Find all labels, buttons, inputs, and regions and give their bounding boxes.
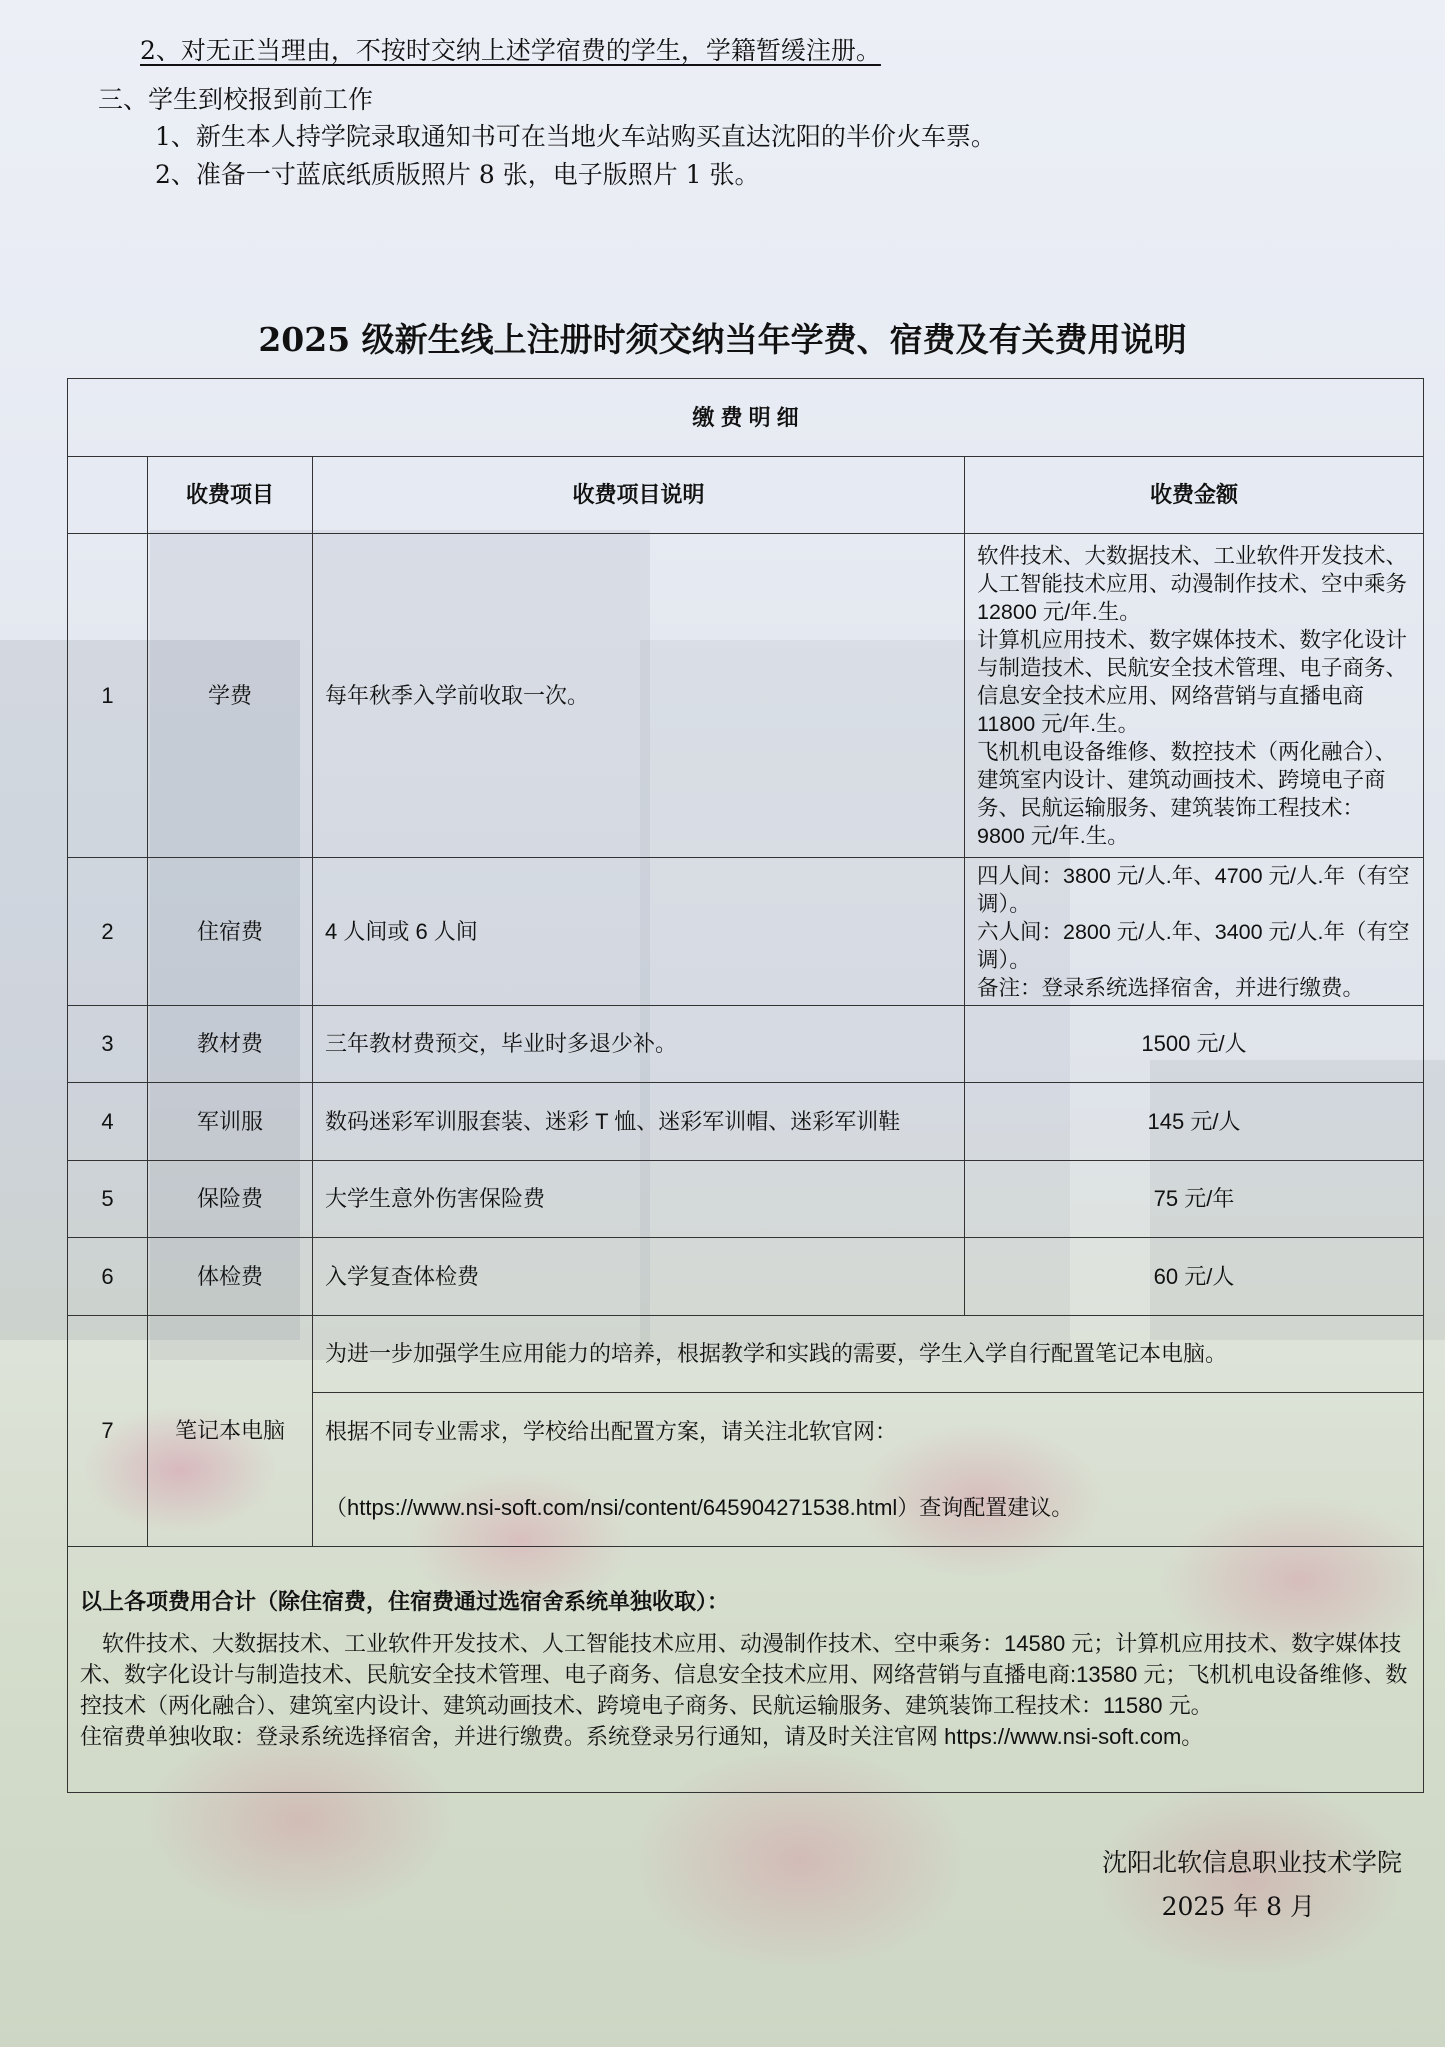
table-row-textbooks — [68, 1006, 1424, 1083]
header-amount: 收费金额 — [965, 457, 1424, 534]
table-row-uniform — [68, 1083, 1424, 1161]
summary-title: 以上各项费用合计（除住宿费，住宿费通过选宿舍系统单独收取）： — [80, 1588, 730, 1614]
row-item: 保险费 — [148, 1161, 313, 1238]
document-title: 2025 级新生线上注册时须交纳当年学费、宿费及有关费用说明 — [258, 320, 1187, 359]
section3-heading: 三、学生到校报到前工作 — [98, 85, 374, 114]
laptop-requirement: 为进一步加强学生应用能力的培养，根据教学和实践的需要，学生入学自行配置笔记本电脑。 — [313, 1316, 1424, 1393]
row-amount: 1500 元/人 — [965, 1006, 1424, 1083]
row-amount — [965, 858, 1424, 1006]
row-no: 3 — [68, 1006, 148, 1083]
section3-item-2: 2、准备一寸蓝底纸质版照片 8 张，电子版照片 1 张。 — [155, 160, 760, 189]
summary-note: 住宿费单独收取：登录系统选择宿舍，并进行缴费。系统登录另行通知，请及时关注官网 https://www.nsi-soft.com。 — [80, 1723, 1204, 1749]
signature-date: 2025 年 8 月 — [1161, 1892, 1315, 1921]
tuition-amount-group-3: 飞机机电设备维修、数控技术（两化融合）、建筑室内设计、建筑动画技术、跨境电子商务、民航运输服务、建筑装饰工程技术：9800 元/年.生。 — [977, 739, 1397, 848]
tuition-amount-group-2: 计算机应用技术、数字媒体技术、数字化设计与制造技术、民航安全技术管理、电子商务、信息安全技术应用、网络营销与直播电商 11800 元/年.生。 — [977, 627, 1408, 736]
laptop-config-link[interactable]: （https://www.nsi-soft.com/nsi/content/645904271538.html）查询配置建议。 — [325, 1495, 1074, 1520]
laptop-config-text: 根据不同专业需求，学校给出配置方案，请关注北软官网： — [325, 1419, 898, 1444]
row-amount: 75 元/年 — [965, 1161, 1424, 1238]
row-desc: 4 人间或 6 人间 — [313, 858, 965, 1006]
tuition-amount-group-1: 软件技术、大数据技术、工业软件开发技术、人工智能技术应用、动漫制作技术、空中乘务 12800 元/年.生。 — [977, 543, 1408, 624]
table-row-insurance — [68, 1161, 1424, 1238]
row-desc: 三年教材费预交，毕业时多退少补。 — [313, 1006, 965, 1083]
row-item: 教材费 — [148, 1006, 313, 1083]
header-no — [68, 457, 148, 534]
row-desc: 每年秋季入学前收取一次。 — [313, 534, 965, 858]
table-row-tuition — [68, 534, 1424, 858]
registration-note: 2、对无正当理由，不按时交纳上述学宿费的学生，学籍暂缓注册。 — [140, 36, 881, 65]
row-item: 体检费 — [148, 1238, 313, 1316]
row-amount — [965, 534, 1424, 858]
signature-organization: 沈阳北软信息职业技术学院 — [1101, 1848, 1402, 1877]
row-no: 6 — [68, 1238, 148, 1316]
row-item: 住宿费 — [148, 858, 313, 1006]
header-desc: 收费项目说明 — [313, 457, 965, 534]
row-desc: 入学复查体检费 — [313, 1238, 965, 1316]
table-row-summary — [68, 1547, 1424, 1793]
header-item: 收费项目 — [148, 457, 313, 534]
table-row-laptop — [68, 1316, 1424, 1393]
fee-table — [67, 378, 1424, 1793]
row-no: 2 — [68, 858, 148, 1006]
row-no: 7 — [68, 1316, 148, 1547]
row-amount: 60 元/人 — [965, 1238, 1424, 1316]
summary-body: 软件技术、大数据技术、工业软件开发技术、人工智能技术应用、动漫制作技术、空中乘务：14580 元；计算机应用技术、数字媒体技术、数字化设计与制造技术、民航安全技术管理、电子商务、信息安全技术应用、网络营销与直播电商:13580 元；飞机机电设备维修、数控技术（两化融合）、建筑室内设计、建筑动画技术、跨境电子商务、民航运输服务、建筑装饰工程技术：11580 元。 — [80, 1630, 1408, 1718]
fee-table-caption-row — [68, 379, 1424, 457]
row-no: 5 — [68, 1161, 148, 1238]
row-item: 军训服 — [148, 1083, 313, 1161]
accommodation-four-person: 四人间：3800 元/人.年、4700 元/人.年（有空调）。 — [977, 863, 1410, 916]
laptop-config-cell — [313, 1393, 1424, 1547]
accommodation-six-person: 六人间：2800 元/人.年、3400 元/人.年（有空调）。 — [977, 919, 1410, 972]
fee-table-caption: 缴 费 明 细 — [68, 379, 1424, 457]
row-item: 学费 — [148, 534, 313, 858]
table-row-medical — [68, 1238, 1424, 1316]
row-amount: 145 元/人 — [965, 1083, 1424, 1161]
row-item: 笔记本电脑 — [148, 1316, 313, 1547]
row-desc: 大学生意外伤害保险费 — [313, 1161, 965, 1238]
section3-item-1: 1、新生本人持学院录取通知书可在当地火车站购买直达沈阳的半价火车票。 — [155, 122, 996, 151]
row-desc: 数码迷彩军训服套装、迷彩 T 恤、迷彩军训帽、迷彩军训鞋 — [313, 1083, 965, 1161]
table-row-accommodation — [68, 858, 1424, 1006]
row-no: 4 — [68, 1083, 148, 1161]
row-no: 1 — [68, 534, 148, 858]
accommodation-note: 备注：登录系统选择宿舍，并进行缴费。 — [977, 975, 1365, 1000]
fee-table-header-row — [68, 457, 1424, 534]
summary-cell — [68, 1547, 1424, 1793]
